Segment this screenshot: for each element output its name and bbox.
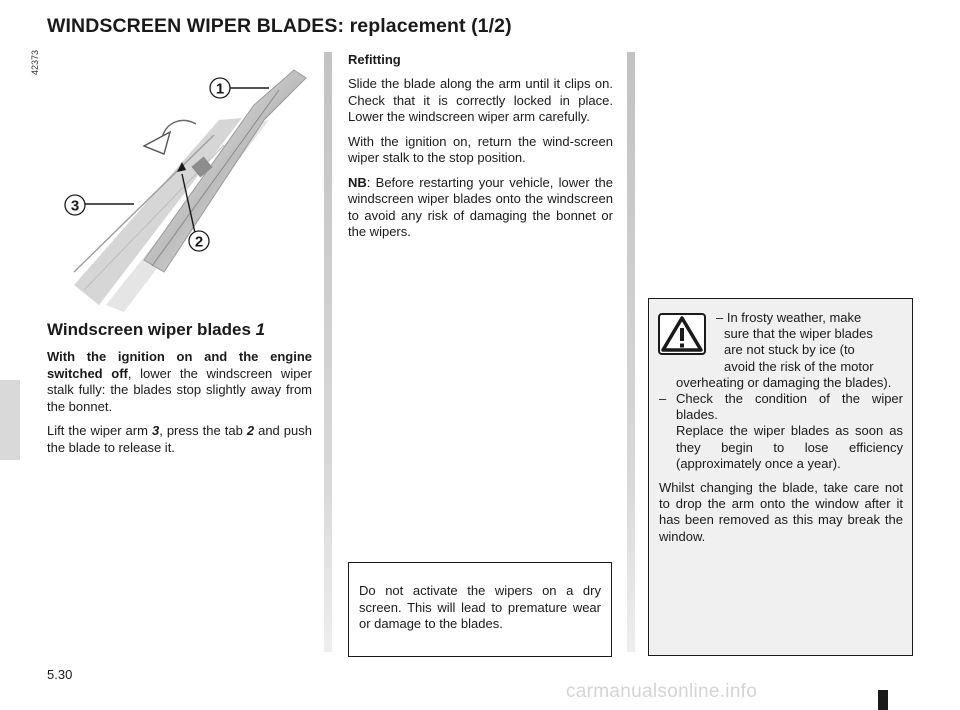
callout-label-2: 2 [194,233,204,251]
callout-label-3: 3 [70,197,80,215]
page-title: WINDSCREEN WIPER BLADES: replacement (1/2) [47,15,512,37]
notice-box [348,562,612,657]
paragraph-slide-blade: Slide the blade along the arm until it clips on. Check that it is correctly locked in place. Lower the windscreen wiper arm carefully. [348,76,613,124]
wiper-illustration [44,50,314,315]
paragraph-return-stalk: With the ignition on, return the wind-screen wiper stalk to the stop position. [348,133,613,165]
paragraph-lower-stalk: With the ignition on and the engine switched off, lower the windscreen wiper stalk fully: the blades stop slightly away from the bonnet. [47,349,312,414]
watermark: carmanualsonline.info [566,681,758,702]
paragraph-nb: NB: Before restarting your vehicle, lower the windscreen wiper blades onto the windscreen to avoid any risk of damaging the bonnet or the wipers. [348,174,613,239]
paragraph-release-blade: Lift the wiper arm 3, press the tab 2 and push the blade to release it. [47,423,312,455]
footer-marker [878,690,888,710]
section-heading: Windscreen wiper blades 1 [47,320,266,339]
refitting-section [348,52,613,249]
column-divider-right [627,52,635,652]
warning-text: – In frosty weather, make sure that the wiper blades are not stuck by ice (to avoid the risk of the motor overheating or damaging the blades). – Check the condition of the wiper blades. Replace the wiper blades as soon as they begin to lose efficiency (approximately once a year). Whilst changing the blade, take care not to drop the arm onto the window after it has been removed as this may break the window. [659,310,903,544]
section-side-tab [0,380,20,460]
notice-text: Do not activate the wipers on a dry screen. This will lead to premature wear or damage to the blades. [359,583,601,631]
wiper-blades-section [47,320,312,464]
callout-label-1: 1 [215,80,225,98]
page-number: 5.30 [47,667,73,682]
column-divider-left [324,52,332,652]
refitting-heading: Refitting [348,52,401,67]
warning-closing: Whilst changing the blade, take care not to drop the arm onto the window after it has been removed as this may break the window. [659,480,903,544]
figure-id: 42373 [30,49,40,75]
warning-item-check: – Check the condition of the wiper blades. [659,391,903,423]
warning-box [648,298,913,656]
